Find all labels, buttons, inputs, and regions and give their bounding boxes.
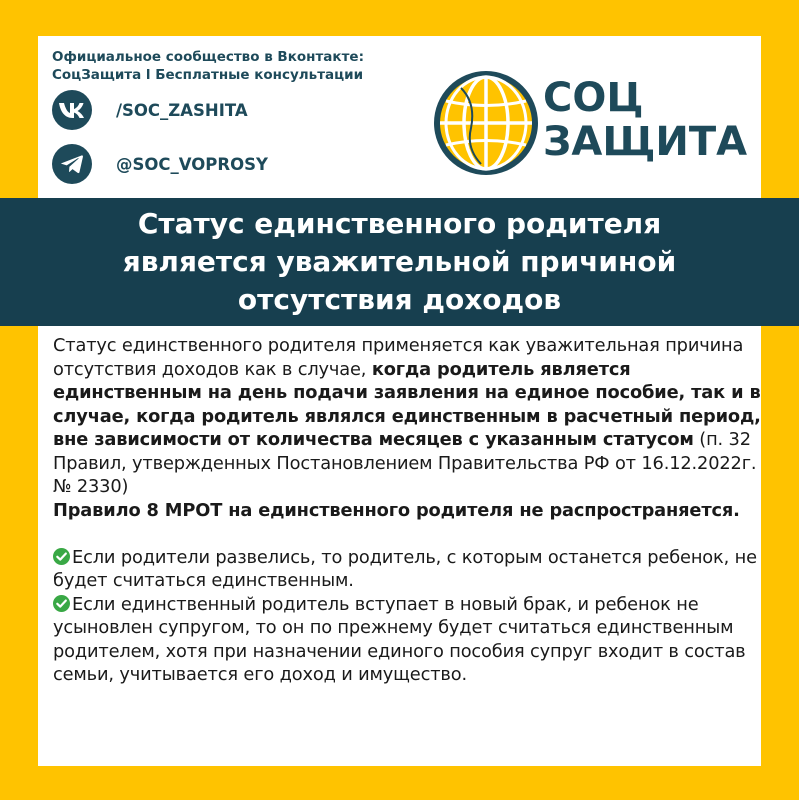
paragraph-1-intro: Статус единственного родителя применяется как уважительная причина отсутствия доходов как в случае, <box>53 335 744 380</box>
page-title <box>123 205 677 319</box>
paragraph-1-reference: (п. 32 Правил, утвержденных Постановлением Правительства РФ от 16.12.2022г. № 2330) <box>53 429 757 497</box>
title-line-3: отсутствия доходов <box>237 283 562 316</box>
telegram-icon <box>52 144 92 184</box>
vk-icon <box>52 90 92 130</box>
title-banner <box>0 198 799 326</box>
community-line-1: Официальное сообщество в Вконтакте: <box>52 49 364 65</box>
title-line-1: Статус единственного родителя <box>137 207 662 240</box>
vk-link[interactable] <box>52 90 248 130</box>
telegram-handle: @SOC_VOPROSY <box>116 154 268 174</box>
header-card <box>38 36 761 198</box>
community-info <box>52 48 364 84</box>
check-icon <box>53 595 70 612</box>
content-card <box>38 326 761 766</box>
article-body <box>53 334 763 687</box>
bullet-1 <box>53 546 763 593</box>
telegram-link[interactable] <box>52 144 268 184</box>
vk-handle: /SOC_ZASHITA <box>116 100 248 120</box>
bullet-2-text: Если единственный родитель вступает в новый брак, и ребенок не усыновлен супругом, то он по прежнему будет считаться единственным родителем, хотя при назначении единого пособия супруг входит в состав семьи, учитывается его доход и имущество. <box>53 593 746 685</box>
logo <box>431 68 748 178</box>
bullet-1-text: Если родители развелись, то родитель, с которым останется ребенок, не будет считаться единственным. <box>53 546 757 591</box>
check-icon <box>53 548 70 565</box>
mrot-rule: Правило 8 МРОТ на единственного родителя не распространяется. <box>53 499 740 521</box>
title-line-2: является уважительной причиной <box>122 245 677 278</box>
logo-line-2: ЗАЩИТА <box>543 119 748 165</box>
paragraph-1 <box>53 334 763 499</box>
logo-line-1: СОЦ <box>543 75 644 121</box>
logo-text <box>543 76 747 164</box>
paragraph-2 <box>53 499 763 523</box>
spacer <box>53 522 763 546</box>
bullet-2 <box>53 593 763 687</box>
community-line-2: СоцЗащита l Бесплатные консультации <box>52 67 364 83</box>
paragraph-1-emphasis: когда родитель является единственным на день подачи заявления на единое пособие, так и в случае, когда родитель являлся единственным в расчетный период, вне зависимости от количества месяцев с указанным статусом <box>53 358 761 450</box>
globe-icon <box>431 68 541 178</box>
